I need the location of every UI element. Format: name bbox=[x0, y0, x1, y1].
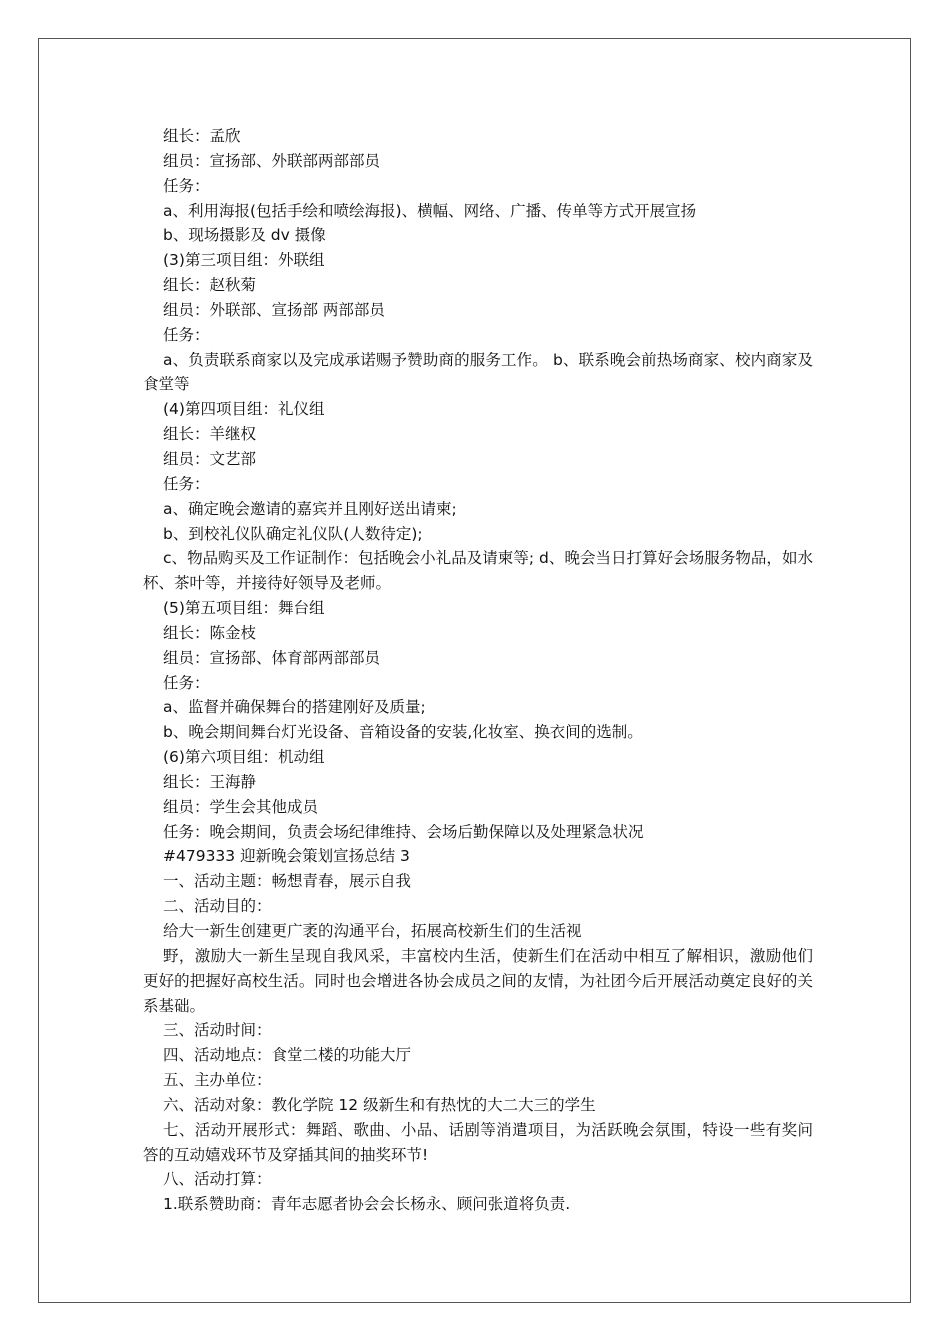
text-line: 任务： bbox=[163, 176, 210, 195]
text-paragraph: c、物品购买及工作证制作：包括晚会小礼品及请柬等; d、晚会当日打算好会场服务物品，如水杯、茶叶等，并接待好领导及老师。 bbox=[143, 549, 813, 593]
text-line: 四、活动地点：食堂二楼的功能大厅 bbox=[163, 1046, 412, 1065]
text-line: 任务：晚会期间，负责会场纪律维持、会场后勤保障以及处理紧急状况 bbox=[163, 822, 644, 841]
text-line: 1.联系赞助商：青年志愿者协会会长杨永、顾问张道将负责. bbox=[163, 1195, 571, 1214]
document-title: #479333 迎新晚会策划宣扬总结 3 bbox=[163, 847, 410, 866]
text-line: a、利用海报(包括手绘和喷绘海报)、横幅、网络、广播、传单等方式开展宣扬 bbox=[163, 201, 697, 220]
text-line: 组长：孟欣 bbox=[163, 127, 241, 145]
text-line: 三、活动时间： bbox=[163, 1021, 272, 1040]
text-line: 六、活动对象：教化学院 12 级新生和有热忱的大二大三的学生 bbox=[163, 1095, 596, 1114]
text-line: 给大一新生创建更广袤的沟通平台，拓展高校新生们的生活视 bbox=[163, 922, 582, 940]
text-line: 任务： bbox=[163, 474, 210, 493]
text-line: 组长：羊继权 bbox=[163, 425, 257, 444]
text-line: b、现场摄影及 dv 摄像 bbox=[163, 226, 326, 245]
text-line: 任务： bbox=[163, 673, 210, 692]
text-line: 组员：学生会其他成员 bbox=[163, 797, 319, 816]
section-heading: (5)第五项目组：舞台组 bbox=[163, 599, 325, 618]
text-paragraph: a、负责联系商家以及完成承诺赐予赞助商的服务工作。 b、联系晚会前热场商家、校内商家及食堂等 bbox=[143, 350, 813, 394]
text-line: 八、活动打算： bbox=[163, 1170, 272, 1189]
text-line: a、确定晚会邀请的嘉宾并且刚好送出请柬; bbox=[163, 499, 457, 518]
text-line: 任务： bbox=[163, 325, 210, 344]
text-line: b、晚会期间舞台灯光设备、音箱设备的安装,化妆室、换衣间的选制。 bbox=[163, 723, 643, 742]
text-line: a、监督并确保舞台的搭建刚好及质量; bbox=[163, 698, 426, 717]
text-line: 组长：陈金枝 bbox=[163, 623, 257, 642]
text-line: 组员：文艺部 bbox=[163, 449, 257, 468]
document-body bbox=[143, 124, 813, 1217]
section-heading: (6)第六项目组：机动组 bbox=[163, 748, 325, 767]
text-line: 二、活动目的： bbox=[163, 897, 272, 916]
text-line: 组员：宣扬部、外联部两部部员 bbox=[163, 151, 381, 170]
text-line: 五、主办单位： bbox=[163, 1071, 272, 1090]
text-line: 组长：王海静 bbox=[163, 772, 257, 791]
text-line: 组长：赵秋菊 bbox=[163, 276, 257, 295]
text-line: 组员：宣扬部、体育部两部部员 bbox=[163, 648, 381, 667]
text-paragraph: 七、活动开展形式：舞蹈、歌曲、小品、话剧等消遣项目，为活跃晚会氛围，特设一些有奖问答的互动嬉戏环节及穿插其间的抽奖环节! bbox=[143, 1120, 813, 1164]
text-line: b、到校礼仪队确定礼仪队(人数待定); bbox=[163, 524, 423, 543]
text-paragraph: 野，激励大一新生呈现自我风采，丰富校内生活，使新生们在活动中相互了解相识，激励他们更好的把握好高校生活。同时也会增进各协会成员之间的友情，为社团今后开展活动奠定良好的关系基础。 bbox=[143, 946, 813, 1015]
text-line: 一、活动主题：畅想青春，展示自我 bbox=[163, 872, 412, 891]
section-heading: (3)第三项目组：外联组 bbox=[163, 251, 325, 270]
text-line: 组员：外联部、宣扬部 两部部员 bbox=[163, 300, 385, 319]
section-heading: (4)第四项目组：礼仪组 bbox=[163, 400, 325, 419]
